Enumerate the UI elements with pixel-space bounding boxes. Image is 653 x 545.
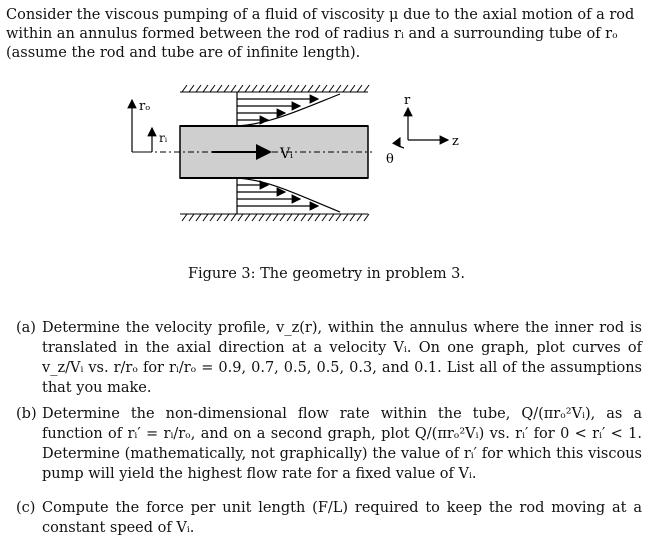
hatch-mark (189, 85, 194, 92)
hatch-mark (210, 85, 215, 92)
hatch-mark (336, 85, 341, 92)
hatch-mark (343, 214, 348, 221)
hatch-mark (273, 85, 278, 92)
hatch-mark (357, 85, 362, 92)
hatch-mark (329, 85, 334, 92)
hatch-mark (217, 85, 222, 92)
hatch-mark (224, 85, 229, 92)
hatch-mark (308, 85, 313, 92)
hatch-mark (210, 214, 215, 221)
question-b-label: (b) (16, 406, 37, 422)
figure-caption: Figure 3: The geometry in problem 3. (187, 266, 466, 282)
hatch-mark (364, 85, 369, 92)
question-a-label: (a) (16, 320, 36, 336)
axis-theta-label: θ (386, 152, 394, 167)
velocity-profile-bottom (237, 178, 340, 214)
hatch-mark (266, 214, 271, 221)
hatch-mark (287, 214, 292, 221)
inner-radius-label: rᵢ (159, 131, 168, 145)
hatch-mark (315, 214, 320, 221)
hatch-mark (252, 214, 257, 221)
hatch-mark (245, 85, 250, 92)
hatch-mark (231, 85, 236, 92)
hatch-mark (182, 85, 187, 92)
hatch-mark (252, 85, 257, 92)
hatch-mark (203, 214, 208, 221)
hatch-mark (294, 214, 299, 221)
hatch-mark (301, 85, 306, 92)
hatch-mark (238, 85, 243, 92)
hatch-mark (203, 85, 208, 92)
problem-intro: Consider the viscous pumping of a fluid of viscosity μ due to the axial motion of a rod within an annulus formed between the rod of radius rᵢ and a surrounding tube of rₒ (assume the rod and tube are of infinite length). (6, 7, 635, 61)
outer-radius-label: rₒ (139, 99, 151, 114)
question-b-text: Determine the non-dimensional flow rate within the tube, Q/(πrₒ²Vᵢ), as a function of rᵢ′ = rᵢ/rₒ, and on a second graph, plot Q/(πrₒ²Vᵢ) vs. rᵢ′ for 0 < rᵢ′ < 1. Determine (mathematically, not graphically) the value of rᵢ′ for which this viscous pump will yield the highest flow rate for a fixed value of Vᵢ. (42, 406, 642, 482)
question-c-text: Compute the force per unit length (F/L) required to keep the rod moving at a constant speed of Vᵢ. (42, 500, 642, 536)
hatch-mark (322, 85, 327, 92)
hatch-mark (217, 214, 222, 221)
coordinate-axes (399, 108, 448, 148)
rod-velocity-label: Vᵢ (280, 146, 293, 162)
hatch-mark (238, 214, 243, 221)
hatch-mark (336, 214, 341, 221)
hatch-mark (322, 214, 327, 221)
tube-bottom-wall-hatch (180, 214, 369, 221)
hatch-mark (189, 214, 194, 221)
hatch-mark (287, 85, 292, 92)
hatch-mark (329, 214, 334, 221)
tube-top-wall-hatch (180, 85, 369, 92)
hatch-mark (294, 85, 299, 92)
hatch-mark (350, 214, 355, 221)
hatch-mark (280, 85, 285, 92)
hatch-mark (280, 214, 285, 221)
hatch-mark (315, 85, 320, 92)
hatch-mark (308, 214, 313, 221)
hatch-mark (301, 214, 306, 221)
hatch-mark (266, 85, 271, 92)
hatch-mark (259, 85, 264, 92)
hatch-mark (224, 214, 229, 221)
hatch-mark (196, 214, 201, 221)
hatch-mark (196, 85, 201, 92)
hatch-mark (182, 214, 187, 221)
hatch-mark (273, 214, 278, 221)
hatch-mark (350, 85, 355, 92)
axis-z-label: z (452, 134, 459, 149)
question-a-text: Determine the velocity profile, v_z(r), within the annulus where the inner rod is translated in the axial direction at a velocity Vᵢ. On one graph, plot curves of v_z/Vᵢ vs. r/rₒ for rᵢ/rₒ = 0.9, 0.7, 0.5, 0.5, 0.3, and 0.1. List all of the assumptions that you make. (42, 320, 642, 396)
hatch-mark (364, 214, 369, 221)
question-c-label: (c) (16, 500, 36, 516)
hatch-mark (343, 85, 348, 92)
hatch-mark (231, 214, 236, 221)
hatch-mark (357, 214, 362, 221)
hatch-mark (259, 214, 264, 221)
velocity-profile-top (237, 92, 340, 126)
axis-r-label: r (404, 93, 411, 108)
hatch-mark (245, 214, 250, 221)
